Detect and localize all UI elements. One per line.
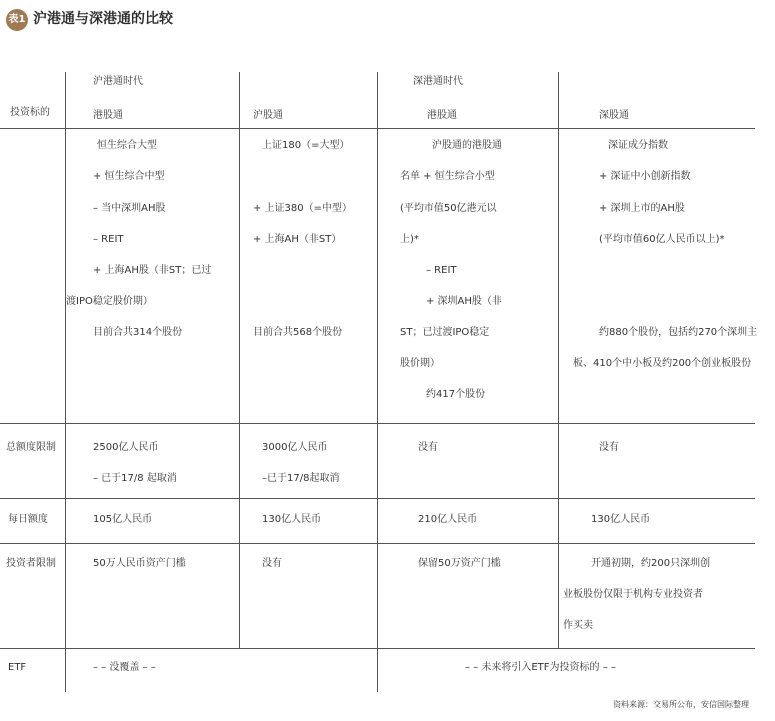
- cell-line: 目前合共314个股份: [93, 327, 183, 338]
- cell-line: + 深圳AH股（非: [426, 296, 502, 307]
- cell-line: 恒生综合大型: [97, 140, 157, 151]
- cell-line: – – 没覆盖 – –: [93, 662, 156, 673]
- cell-line: 业板股份仅限于机构专业投资者: [563, 589, 703, 600]
- cell-line: 渡IPO稳定股价期）: [66, 296, 153, 307]
- cell-line: 2500亿人民币: [93, 442, 159, 453]
- cell-line: – – 未来将引入ETF为投资标的 – –: [465, 662, 616, 673]
- cell-line: 保留50万资产门槛: [418, 558, 501, 569]
- cell-line: 目前合共568个股份: [253, 327, 343, 338]
- source-note: 资料来源：交易所公布，安信国际整理: [613, 700, 749, 709]
- column-header: 港股通: [93, 110, 123, 121]
- cell-line: 50万人民币资产门槛: [93, 558, 186, 569]
- cell-line: 没有: [599, 442, 619, 453]
- cell-line: 沪股通的港股通: [432, 140, 502, 151]
- cell-line: 没有: [262, 558, 282, 569]
- cell-line: 3000亿人民币: [262, 442, 328, 453]
- cell-line: 没有: [418, 442, 438, 453]
- table-number-badge: 表1: [6, 9, 28, 31]
- cell-line: (平均市值50亿港元以: [400, 203, 497, 214]
- cell-line: 130亿人民币: [591, 514, 651, 525]
- cell-line: + 深圳上市的AH股: [599, 203, 685, 214]
- era-label-hk-sh: 沪港通时代: [93, 76, 143, 87]
- cell-line: 作买卖: [563, 620, 593, 631]
- cell-line: 板、410个中小板及约200个创业板股份: [573, 358, 752, 369]
- cell-line: + 上证380（=中型）: [253, 203, 353, 214]
- era-label-hk-sz: 深港通时代: [413, 76, 463, 87]
- cell-line: ST；已过渡IPO稳定: [400, 327, 490, 338]
- row-label-daily-quota: 每日额度: [8, 514, 48, 525]
- page-title: 沪港通与深港通的比较: [33, 11, 173, 27]
- cell-line: (平均市值60亿人民币以上)*: [599, 234, 725, 245]
- cell-line: 名单 + 恒生综合小型: [400, 171, 495, 182]
- cell-line: – REIT: [426, 265, 457, 276]
- cell-line: – 当中深圳AH股: [93, 203, 166, 214]
- cell-line: 130亿人民币: [262, 514, 322, 525]
- row-label-total-quota: 总额度限制: [6, 442, 56, 453]
- cell-line: + 深证中小创新指数: [599, 171, 691, 182]
- cell-line: 210亿人民币: [418, 514, 478, 525]
- cell-line: 开通初期，约200只深圳创: [591, 558, 711, 569]
- cell-line: 上)*: [400, 234, 419, 245]
- row-label-investor-limit: 投资者限制: [6, 558, 56, 569]
- col-divider-1: [239, 72, 240, 648]
- cell-line: + 上海AH股（非ST；已过: [93, 265, 212, 276]
- cell-line: – 已于17/8 起取消: [93, 473, 177, 484]
- row-label-investable: 投资标的: [10, 107, 50, 118]
- column-header: 沪股通: [253, 110, 283, 121]
- cell-line: 105亿人民币: [93, 514, 153, 525]
- col-divider-2: [377, 72, 378, 692]
- column-header: 港股通: [427, 110, 457, 121]
- cell-line: 约880个股份，包括约270个深圳主: [599, 327, 758, 338]
- cell-line: 股价期）: [400, 358, 440, 369]
- row-label-etf: ETF: [8, 662, 27, 673]
- column-header: 深股通: [599, 110, 629, 121]
- cell-line: + 上海AH（非ST）: [253, 234, 342, 245]
- cell-line: 深证成分指数: [608, 140, 668, 151]
- col-divider-3: [558, 72, 559, 648]
- cell-line: 约417个股份: [426, 389, 486, 400]
- col-divider-label: [65, 72, 66, 692]
- cell-line: 上证180（=大型）: [262, 140, 350, 151]
- cell-line: – REIT: [93, 234, 124, 245]
- cell-line: + 恒生综合中型: [93, 171, 165, 182]
- cell-line: –已于17/8起取消: [262, 473, 340, 484]
